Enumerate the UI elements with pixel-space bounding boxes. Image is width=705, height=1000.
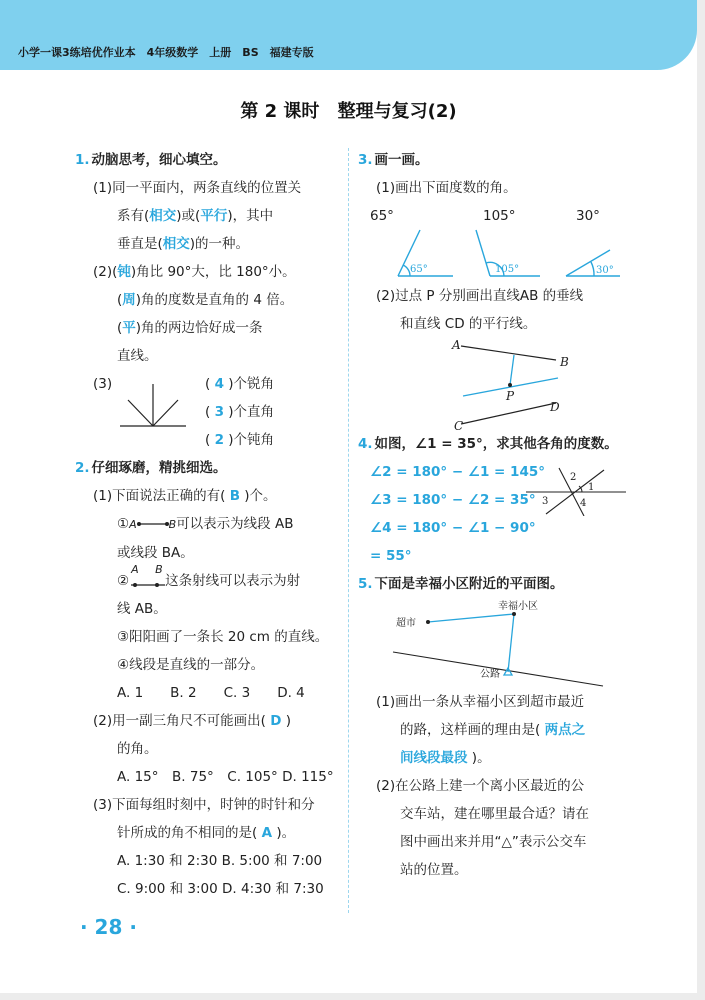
q2-statement-3: ③阳阳画了一条长 20 cm 的直线。 [117, 629, 329, 645]
angle-label: 30° [576, 208, 600, 224]
right-column [358, 146, 638, 884]
angle-3-label: 3 [542, 496, 549, 507]
q5-part2-line1: (2)在公路上建一个离小区最近的公 [376, 778, 585, 794]
q5-part2-line3: 图中画出来并用“△”表示公交车 [400, 834, 587, 850]
q3-part1: (1)画出下面度数的角。 [376, 180, 517, 196]
answer: 两点之 [544, 722, 586, 738]
q5-part1-line3: 间线段最段 )。 [400, 750, 491, 766]
answer: B [229, 488, 240, 504]
point-c-label: C [454, 419, 464, 430]
q1-part2-line1: (2)(钝)角比 90°大，比 180°小。 [93, 264, 296, 280]
angle-1-label: 1 [588, 482, 595, 493]
q2-part2-line2: 的角。 [117, 741, 158, 757]
q2-part3-options-1: A. 1:30 和 2:30 B. 5:00 和 7:00 [117, 853, 323, 869]
question-1-title: 1. 动脑思考，细心填空。 [75, 152, 227, 168]
angle-mark-label: 30° [596, 265, 614, 276]
q2-part3-line1: (3)下面每组时刻中，时钟的时针和分 [93, 797, 315, 813]
q4-body [358, 458, 638, 570]
answer: 2 [214, 432, 224, 448]
lesson-name: 整理与复习(2) [337, 101, 457, 122]
question-4-title: 4. 如图，∠1 = 35°，求其他各角的度数。 [358, 436, 618, 452]
angle-mark-label: 105° [495, 264, 520, 275]
lesson-title [0, 97, 697, 123]
q3-part2-line2: 和直线 CD 的平行线。 [400, 316, 537, 332]
question-5-title: 5. 下面是幸福小区附近的平面图。 [358, 576, 564, 592]
q4-equation-2: ∠3 = 180° − ∠2 = 35° [370, 492, 536, 508]
point-b-label: B [560, 355, 569, 369]
q1-part3: (3) ( 4 )个锐角 ( 3 )个直角 ( 2 )个钝角 [75, 370, 343, 454]
answer: 周 [122, 292, 136, 308]
map-market-label: 超市 [396, 618, 416, 629]
answer: 相交 [162, 236, 190, 252]
q2-part3-options-2: C. 9:00 和 3:00 D. 4:30 和 7:30 [117, 881, 324, 897]
q1-part3-options: ( 4 )个锐角 ( 3 )个直角 ( 2 )个钝角 [205, 376, 275, 448]
angle-label: 65° [370, 208, 394, 224]
book-header: 小学一课3练培优作业本 4年级数学 上册 BS 福建专版 [18, 46, 314, 59]
q2-statement-1: ①A B可以表示为线段 AB [117, 516, 294, 532]
angle-fan-figure [120, 382, 186, 432]
intersecting-lines-figure [526, 466, 626, 516]
perpendicular-parallel-figure [358, 338, 638, 430]
segment-ab-figure [137, 520, 169, 528]
q4-equation-4: = 55° [370, 548, 412, 564]
answer: D [270, 713, 282, 729]
q5-part1-line2: 的路，这样画的理由是( 两点之 [400, 722, 586, 738]
column-divider [348, 148, 349, 913]
q5-part2-line4: 站的位置。 [400, 862, 468, 878]
question-2-title: 2. 仔细琢磨，精挑细选。 [75, 460, 227, 476]
answer: 平 [122, 320, 136, 336]
angle-2-label: 2 [570, 472, 577, 483]
answer: 相交 [149, 208, 177, 224]
answer: 4 [214, 376, 224, 392]
q2-part1-options: A. 1 B. 2 C. 3 D. 4 [117, 685, 305, 701]
q1-part2-line2: (周)角的度数是直角的 4 倍。 [117, 292, 294, 308]
point-a-label: A [452, 338, 461, 352]
q2-part2-options: A. 15° B. 75° C. 105° D. 115° [117, 769, 334, 785]
q1-part1-line3: 垂直是(相交)的一种。 [117, 236, 250, 252]
page-number: · 28 · [80, 915, 137, 939]
q2-statement-4: ④线段是直线的一部分。 [117, 657, 265, 673]
q2-statement-2: ② A B 这条射线可以表示为射 [117, 563, 301, 589]
point-p-label: P [506, 389, 515, 403]
answer: A [261, 825, 273, 841]
angle-label: 105° [483, 208, 516, 224]
q2-part1-line1: (1)下面说法正确的有( B )个。 [93, 488, 277, 504]
answer: 钝 [117, 264, 131, 280]
q1-part1-line1: (1)同一平面内，两条直线的位置关 [93, 180, 302, 196]
neighborhood-map [358, 598, 638, 688]
q2-statement-1-cont: 或线段 BA。 [117, 545, 194, 561]
drawn-angles-figure [358, 224, 638, 282]
answer: 3 [214, 404, 224, 420]
question-3-title: 3. 画一画。 [358, 152, 429, 168]
q2-part3-line2: 针所成的角不相同的是( A )。 [117, 825, 296, 841]
angle-mark-label: 65° [410, 264, 428, 275]
map-road-label: 公路 [480, 669, 500, 680]
q1-part1-line2: 系有(相交)或(平行)，其中 [117, 208, 274, 224]
q5-part2-line2: 交车站，建在哪里最合适？请在 [400, 806, 589, 822]
q5-part1-line1: (1)画出一条从幸福小区到超市最近 [376, 694, 585, 710]
answer: 间线段最段 [400, 750, 468, 766]
q3-angle-labels [358, 202, 638, 224]
q2-statement-2-cont: 线 AB。 [117, 601, 167, 617]
q1-part2-line3: (平)角的两边恰好成一条 [117, 320, 263, 336]
map-home-label: 幸福小区 [498, 601, 538, 612]
answer: 平行 [200, 208, 228, 224]
q4-equation-3: ∠4 = 180° − ∠1 − 90° [370, 520, 536, 536]
q4-equation-1: ∠2 = 180° − ∠1 = 145° [370, 464, 545, 480]
q1-part2-line4: 直线。 [117, 348, 158, 364]
angle-4-label: 4 [580, 498, 587, 509]
lesson-number: 第 2 课时 [240, 101, 320, 122]
q4-solution [370, 458, 545, 570]
q2-part2-line1: (2)用一副三角尺不可能画出( D ) [93, 713, 291, 729]
q3-part2-line1: (2)过点 P 分别画出直线AB 的垂线 [376, 288, 584, 304]
point-d-label: D [550, 400, 560, 414]
left-column [75, 146, 343, 903]
